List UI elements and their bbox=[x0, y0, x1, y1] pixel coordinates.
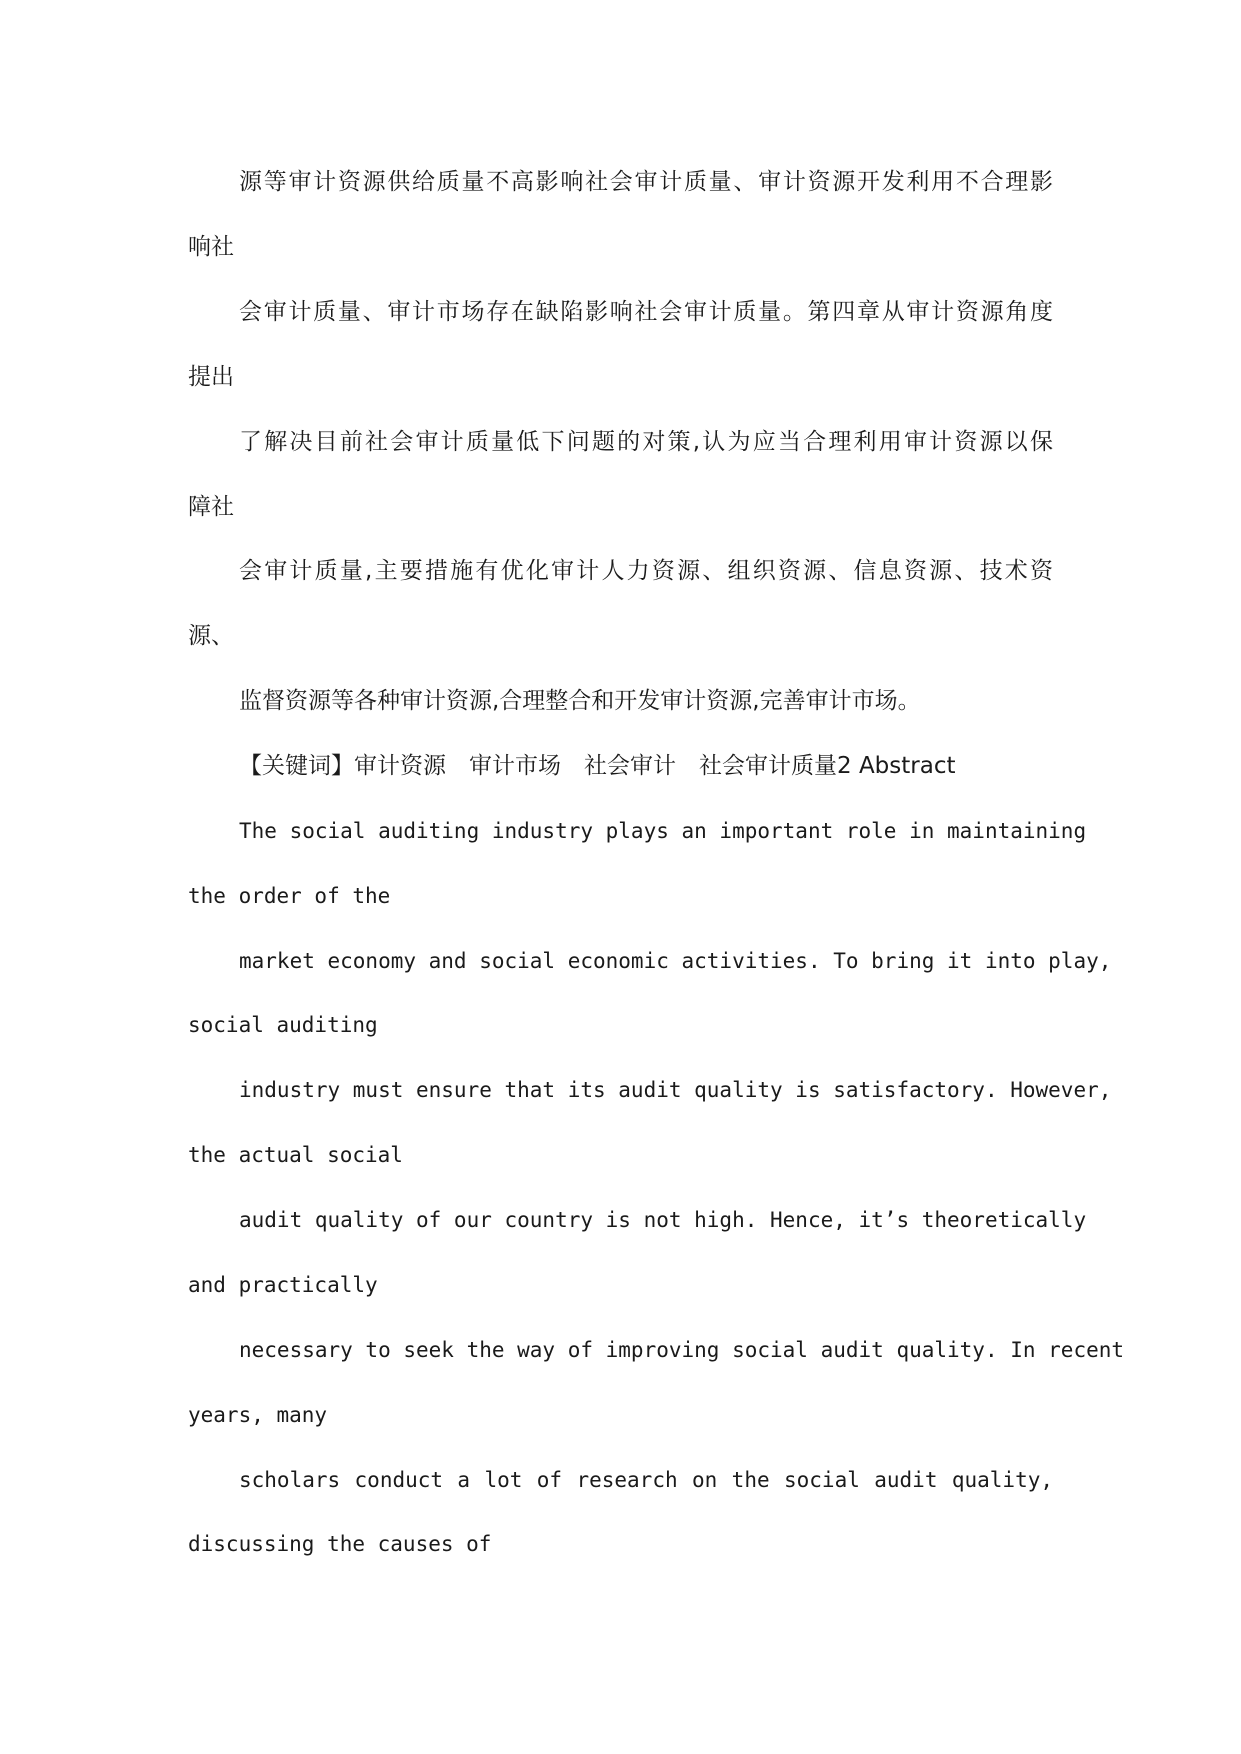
paragraph-line: 源等审计资源供给质量不高影响社会审计质量、审计资源开发利用不合理影 bbox=[239, 169, 1053, 195]
paragraph-line: social auditing bbox=[188, 1013, 378, 1037]
paragraph-line: necessary to seek the way of improving social audit quality. In recent bbox=[239, 1338, 1125, 1362]
paragraph-line: market economy and social economic activities. To bring it into play, bbox=[239, 949, 1112, 973]
paragraph-line: 会审计质量,主要措施有优化审计人力资源、组织资源、信息资源、技术资 bbox=[239, 558, 1053, 584]
paragraph-line: The social auditing industry plays an important role in maintaining bbox=[239, 819, 1087, 843]
paragraph-line: 响社 bbox=[188, 234, 234, 260]
paragraph-line: discussing the causes of bbox=[188, 1532, 492, 1556]
paragraph-line: audit quality of our country is not high. Hence, it’s theoretically bbox=[239, 1208, 1087, 1232]
paragraph-line: 会审计质量、审计市场存在缺陷影响社会审计质量。第四章从审计资源角度 bbox=[239, 299, 1053, 325]
paragraph-line: 监督资源等各种审计资源,合理整合和开发审计资源,完善审计市场。 bbox=[239, 688, 921, 714]
paragraph-line: and practically bbox=[188, 1273, 378, 1297]
paragraph-line: years, many bbox=[188, 1403, 328, 1427]
paragraph-line: 障社 bbox=[188, 494, 234, 520]
paragraph-line: scholars conduct a lot of research on the social audit quality, bbox=[239, 1468, 1053, 1492]
paragraph-line: the order of the bbox=[188, 884, 391, 908]
paragraph-line: 源、 bbox=[188, 623, 234, 649]
paragraph-line: the actual social bbox=[188, 1143, 403, 1167]
paragraph-line: 提出 bbox=[188, 364, 234, 390]
paragraph-line: 了解决目前社会审计质量低下问题的对策,认为应当合理利用审计资源以保 bbox=[239, 429, 1053, 455]
paragraph-line: industry must ensure that its audit quality is satisfactory. However, bbox=[239, 1078, 1112, 1102]
keywords-line: 【关键词】审计资源 审计市场 社会审计 社会审计质量2 Abstract bbox=[239, 753, 956, 779]
